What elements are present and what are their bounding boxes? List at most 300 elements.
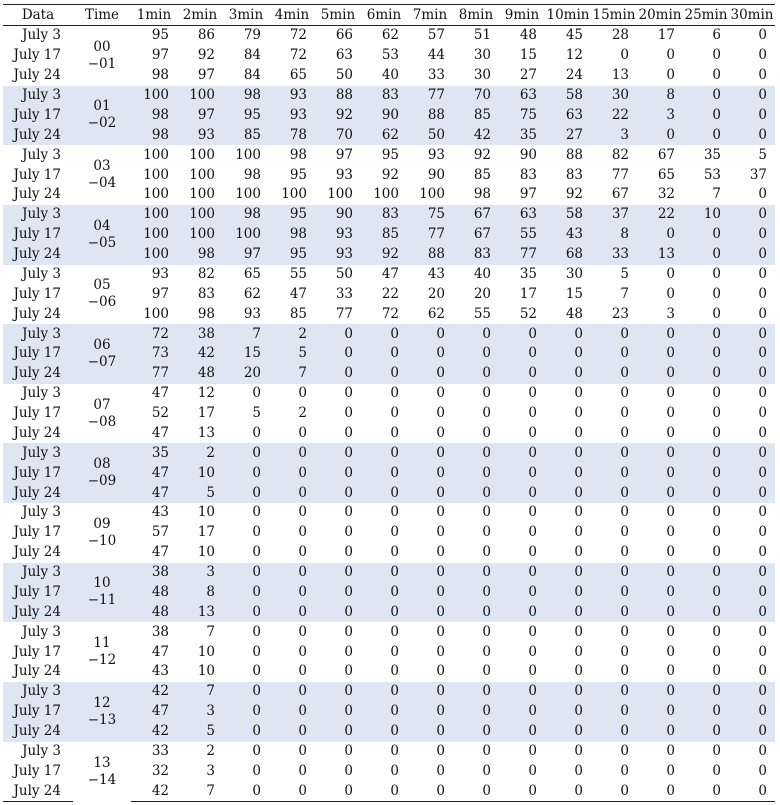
value-cell: 10 [197,663,215,680]
value-cell: 0 [499,722,545,742]
value-cell: 0 [637,225,683,245]
value-cell: 0 [499,563,545,583]
value-cell: 90 [519,146,537,163]
value-cell: 0 [223,781,269,801]
table-row [3,682,775,702]
value-cell: 65 [289,67,307,84]
column-header: 7min [407,5,453,26]
value-cell: 0 [683,563,729,583]
value-cell: 13 [611,67,629,84]
value-cell: 100 [143,146,169,163]
value-cell: 0 [344,544,353,561]
value-cell: 98 [223,205,269,225]
value-cell: 0 [361,463,407,483]
value-cell: 0 [390,385,399,402]
value-cell: 0 [637,781,683,801]
value-cell: 95 [151,27,169,44]
value-cell: 98 [151,67,169,84]
date-cell: July 3 [3,324,73,344]
value-cell: 0 [591,563,637,583]
value-cell: 0 [390,424,399,441]
value-cell: 0 [315,602,361,622]
value-cell: 33 [335,285,353,302]
value-cell: 77 [335,305,353,322]
table-row [3,443,775,463]
value-cell: 0 [482,544,491,561]
value-cell: 0 [729,106,775,126]
value-cell: 8 [637,86,683,106]
value-cell: 22 [637,205,683,225]
value-cell: 0 [758,663,767,680]
value-cell: 0 [683,463,729,483]
value-cell: 75 [407,205,453,225]
value-cell: 90 [361,106,407,126]
value-cell: 0 [729,563,775,583]
value-cell: 35 [131,443,177,463]
value-cell: 0 [453,781,499,801]
value-cell: 0 [499,443,545,463]
value-cell: 0 [620,424,629,441]
value-cell: 0 [453,463,499,483]
value-cell: 0 [729,324,775,344]
date-cell: July 3 [3,682,73,702]
value-cell: 67 [657,146,675,163]
value-cell: 10 [197,504,215,521]
value-cell: 58 [545,205,591,225]
value-cell: 0 [712,67,721,84]
value-cell: 0 [390,544,399,561]
date-cell: July 3 [22,504,61,521]
value-cell: 72 [289,27,307,44]
value-cell: 0 [712,47,721,64]
value-cell: 0 [390,524,399,541]
value-cell: 0 [223,563,269,583]
value-cell: 100 [143,186,169,203]
value-cell: 0 [223,463,269,483]
date-cell: July 17 [3,106,73,126]
time-range-part: 10 [93,575,111,592]
value-cell: 0 [482,424,491,441]
value-cell: 7 [206,623,215,640]
value-cell: 0 [712,643,721,660]
time-range-part: 07 [93,396,111,413]
value-cell: 0 [223,583,269,603]
value-cell: 7 [223,324,269,344]
value-cell: 65 [657,166,675,183]
value-cell: 0 [591,583,637,603]
value-cell: 0 [620,663,629,680]
value-cell: 100 [177,205,223,225]
value-cell: 23 [611,305,629,322]
value-cell: 0 [637,702,683,722]
date-cell: July 17 [13,405,61,422]
value-cell: 95 [223,106,269,126]
value-cell: 17 [657,27,675,44]
time-range-cell [73,622,131,682]
value-cell: 62 [243,285,261,302]
value-cell: 0 [729,682,775,702]
value-cell: 0 [545,702,591,722]
value-cell: 0 [620,504,629,521]
value-cell: 0 [574,643,583,660]
value-cell: 75 [499,106,545,126]
time-range-part: 13 [93,754,111,771]
value-cell: 92 [565,186,583,203]
time-range-cell [73,682,131,742]
value-cell: 0 [344,643,353,660]
date-cell: July 17 [13,47,61,64]
value-cell: 2 [206,742,215,759]
value-cell: 97 [151,47,169,64]
date-cell: July 17 [13,762,61,779]
date-cell: July 24 [13,544,61,561]
value-cell: 0 [482,405,491,422]
value-cell: 0 [666,424,675,441]
value-cell: 0 [591,364,637,384]
value-cell: 24 [565,67,583,84]
value-cell: 17 [519,285,537,302]
column-header: 25min [683,5,729,26]
value-cell: 0 [574,385,583,402]
value-cell: 15 [223,344,269,364]
value-cell: 0 [574,524,583,541]
value-cell: 47 [151,385,169,402]
value-cell: 0 [361,324,407,344]
value-cell: 0 [683,483,729,503]
value-cell: 78 [269,125,315,145]
value-cell: 50 [335,67,353,84]
value-cell: 100 [131,245,177,265]
value-cell: 0 [637,463,683,483]
value-cell: 100 [235,186,261,203]
value-cell: 85 [361,225,407,245]
value-cell: 0 [344,524,353,541]
value-cell: 86 [197,27,215,44]
value-cell: 98 [223,86,269,106]
value-cell: 0 [269,702,315,722]
value-cell: 93 [243,305,261,322]
value-cell: 0 [499,702,545,722]
value-cell: 100 [189,146,215,163]
value-cell: 0 [666,265,675,282]
value-cell: 0 [758,405,767,422]
value-cell: 77 [407,225,453,245]
time-range-part: −14 [87,771,117,788]
time-range-part: 12 [93,694,111,711]
value-cell: 0 [390,504,399,521]
value-cell: 88 [315,86,361,106]
value-cell: 17 [197,524,215,541]
value-cell: 0 [252,623,261,640]
value-cell: 30 [565,265,583,282]
time-range-cell [73,265,131,325]
value-cell: 0 [499,583,545,603]
date-cell: July 24 [3,781,73,801]
value-cell: 98 [177,245,223,265]
value-cell: 0 [758,762,767,779]
value-cell: 47 [151,424,169,441]
value-cell: 0 [712,544,721,561]
value-cell: 0 [729,125,775,145]
value-cell: 0 [758,265,767,282]
value-cell: 45 [565,27,583,44]
value-cell: 0 [315,682,361,702]
value-cell: 0 [666,285,675,302]
value-cell: 90 [427,166,445,183]
column-header: 9min [499,5,545,26]
date-cell: July 17 [13,643,61,660]
value-cell: 0 [574,623,583,640]
date-cell: July 17 [3,225,73,245]
value-cell: 100 [419,186,445,203]
value-cell: 0 [591,463,637,483]
date-cell: July 24 [13,663,61,680]
value-cell: 77 [407,86,453,106]
time-range-part: −13 [87,711,117,728]
time-range-part: −11 [87,592,117,609]
date-cell: July 3 [3,443,73,463]
value-cell: 27 [545,125,591,145]
value-cell: 62 [427,305,445,322]
value-cell: 0 [390,663,399,680]
value-cell: 0 [528,504,537,521]
table-row [3,205,775,225]
value-cell: 77 [611,166,629,183]
value-cell: 0 [528,524,537,541]
value-cell: 0 [620,643,629,660]
value-cell: 0 [637,483,683,503]
value-cell: 0 [252,762,261,779]
value-cell: 0 [223,702,269,722]
table-header [3,5,775,26]
value-cell: 0 [758,524,767,541]
value-cell: 12 [565,47,583,64]
value-cell: 0 [344,504,353,521]
date-cell: July 17 [13,285,61,302]
date-cell: July 17 [3,344,73,364]
value-cell: 0 [666,524,675,541]
date-cell: July 24 [13,305,61,322]
table-row [3,145,775,165]
value-cell: 42 [131,682,177,702]
value-cell: 0 [436,405,445,422]
value-cell: 37 [749,166,767,183]
value-cell: 98 [473,186,491,203]
date-cell: July 17 [13,524,61,541]
value-cell: 0 [591,344,637,364]
value-cell: 0 [758,742,767,759]
table-row [3,742,775,762]
value-cell: 0 [298,762,307,779]
value-cell: 77 [499,245,545,265]
value-cell: 37 [591,205,637,225]
time-range-part: 08 [93,456,111,473]
value-cell: 95 [269,245,315,265]
value-cell: 0 [545,364,591,384]
value-cell: 0 [729,364,775,384]
value-cell: 0 [453,563,499,583]
value-cell: 0 [269,682,315,702]
value-cell: 0 [344,623,353,640]
value-cell: 83 [197,285,215,302]
time-range-cell [73,324,131,384]
date-cell: July 3 [22,623,61,640]
value-cell: 13 [197,424,215,441]
value-cell: 44 [427,47,445,64]
value-cell: 32 [151,762,169,779]
value-cell: 0 [637,682,683,702]
value-cell: 0 [574,663,583,680]
value-cell: 0 [545,483,591,503]
value-cell: 0 [390,643,399,660]
value-cell: 0 [666,663,675,680]
value-cell: 33 [151,742,169,759]
value-cell: 48 [565,305,583,322]
value-cell: 0 [315,583,361,603]
value-cell: 98 [131,106,177,126]
value-cell: 48 [131,602,177,622]
value-cell: 0 [344,762,353,779]
value-cell: 0 [758,544,767,561]
value-cell: 68 [545,245,591,265]
value-cell: 3 [666,305,675,322]
table-row [3,384,775,404]
value-cell: 72 [131,324,177,344]
value-cell: 35 [519,265,537,282]
value-cell: 0 [407,463,453,483]
value-cell: 0 [482,643,491,660]
value-cell: 0 [407,702,453,722]
value-cell: 3 [206,762,215,779]
value-cell: 17 [197,405,215,422]
value-cell: 67 [453,205,499,225]
value-cell: 0 [574,424,583,441]
value-cell: 33 [427,67,445,84]
value-cell: 97 [151,285,169,302]
value-cell: 0 [545,682,591,702]
value-cell: 0 [637,344,683,364]
value-cell: 51 [473,27,491,44]
value-cell: 0 [574,742,583,759]
value-cell: 98 [289,146,307,163]
value-cell: 47 [131,483,177,503]
data-table [3,4,775,802]
value-cell: 0 [620,623,629,640]
value-cell: 0 [223,722,269,742]
value-cell: 0 [683,583,729,603]
value-cell: 13 [177,602,223,622]
value-cell: 3 [591,125,637,145]
value-cell: 0 [712,285,721,302]
time-range-cell [73,145,131,205]
value-cell: 0 [252,424,261,441]
value-cell: 100 [143,305,169,322]
value-cell: 97 [197,67,215,84]
value-cell: 0 [252,742,261,759]
value-cell: 0 [499,364,545,384]
value-cell: 0 [712,305,721,322]
value-cell: 0 [637,125,683,145]
value-cell: 0 [683,722,729,742]
value-cell: 0 [298,524,307,541]
value-cell: 0 [361,602,407,622]
date-cell: July 24 [13,67,61,84]
value-cell: 0 [729,602,775,622]
value-cell: 90 [315,205,361,225]
value-cell: 0 [361,583,407,603]
value-cell: 100 [143,166,169,183]
value-cell: 0 [637,443,683,463]
value-cell: 0 [315,324,361,344]
value-cell: 30 [473,47,491,64]
value-cell: 0 [574,405,583,422]
value-cell: 2 [269,324,315,344]
value-cell: 7 [177,682,223,702]
value-cell: 83 [453,245,499,265]
value-cell: 0 [298,623,307,640]
value-cell: 93 [315,245,361,265]
value-cell: 73 [131,344,177,364]
value-cell: 0 [407,443,453,463]
value-cell: 0 [712,265,721,282]
value-cell: 30 [591,86,637,106]
value-cell: 0 [453,702,499,722]
value-cell: 0 [436,424,445,441]
date-cell: July 24 [13,186,61,203]
value-cell: 0 [758,285,767,302]
value-cell: 10 [197,643,215,660]
value-cell: 0 [683,781,729,801]
time-range-part: 04 [93,217,111,234]
value-cell: 0 [528,623,537,640]
value-cell: 0 [758,424,767,441]
time-range-part: −08 [87,413,117,430]
value-cell: 0 [315,344,361,364]
date-cell: July 17 [13,166,61,183]
value-cell: 20 [223,364,269,384]
time-range-part: −04 [87,175,117,192]
date-cell: July 3 [22,27,61,44]
value-cell: 0 [683,364,729,384]
value-cell: 0 [499,602,545,622]
value-cell: 97 [223,245,269,265]
value-cell: 0 [482,762,491,779]
value-cell: 0 [407,364,453,384]
value-cell: 83 [361,205,407,225]
value-cell: 0 [223,443,269,463]
value-cell: 0 [574,762,583,779]
value-cell: 0 [269,722,315,742]
value-cell: 2 [298,405,307,422]
value-cell: 0 [436,762,445,779]
value-cell: 28 [611,27,629,44]
value-cell: 47 [131,463,177,483]
value-cell: 0 [729,483,775,503]
column-header: Data [3,5,73,26]
value-cell: 20 [427,285,445,302]
value-cell: 3 [177,563,223,583]
date-cell: July 17 [3,702,73,722]
value-cell: 93 [269,86,315,106]
value-cell: 0 [407,563,453,583]
value-cell: 0 [390,742,399,759]
value-cell: 0 [482,742,491,759]
value-cell: 0 [528,544,537,561]
value-cell: 0 [361,443,407,463]
value-cell: 0 [729,86,775,106]
date-cell: July 24 [3,364,73,384]
value-cell: 0 [436,544,445,561]
